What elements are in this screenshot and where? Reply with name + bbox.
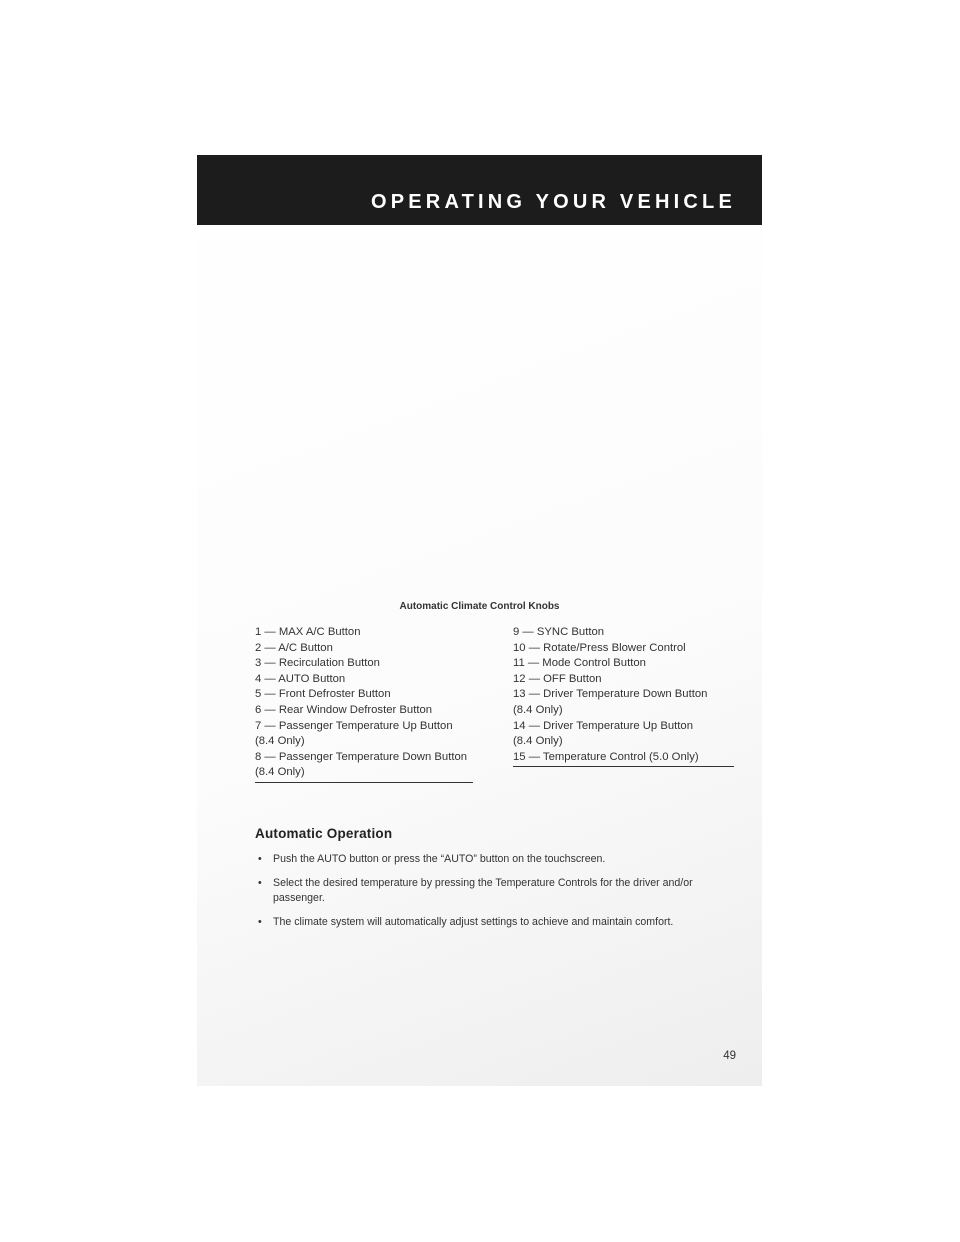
legend-item: 15 — Temperature Control (5.0 Only) (513, 750, 699, 763)
legend-item: 11 — Mode Control Button (513, 657, 646, 670)
legend-item: 9 — SYNC Button (513, 626, 605, 638)
legend-item: 3 — Recirculation Button (255, 657, 380, 670)
page-header-title: OPERATING YOUR VEHICLE (370, 191, 736, 213)
legend-left-divider (255, 782, 473, 783)
legend-item: (8.4 Only) (513, 703, 563, 716)
figure-caption: Automatic Climate Control Knobs (399, 601, 560, 612)
legend-item: 2 — A/C Button (255, 641, 333, 654)
legend-item: 14 — Driver Temperature Up Button (513, 719, 693, 732)
legend-right-column (513, 625, 735, 765)
legend-left-column (255, 625, 473, 781)
bullet-item (255, 915, 739, 931)
bullet-list (255, 852, 739, 938)
header-bar (197, 155, 762, 225)
legend-item: 12 — OFF Button (513, 672, 602, 685)
bullet-dot-icon: • (258, 876, 262, 889)
bullet-item (255, 852, 739, 868)
bullet-text: The climate system will automatically adjust settings to achieve and maintain comfort. (273, 915, 674, 928)
legend-item: 5 — Front Defroster Button (255, 688, 391, 701)
legend-item: 7 — Passenger Temperature Up Button (255, 719, 453, 732)
legend-item: 1 — MAX A/C Button (255, 626, 361, 638)
legend-item: 8 — Passenger Temperature Down Button (255, 750, 468, 763)
bullet-item (255, 876, 739, 907)
page-number: 49 (723, 1050, 736, 1062)
legend-item: (8.4 Only) (255, 766, 305, 779)
bullet-text: Push the AUTO button or press the “AUTO” button on the touchscreen. (273, 853, 606, 865)
manual-page (197, 155, 762, 1086)
legend-item: (8.4 Only) (255, 735, 305, 748)
legend-item: (8.4 Only) (513, 735, 563, 748)
bullet-text: Select the desired temperature by pressing the Temperature Controls for the driver and/or passenger. (273, 876, 693, 904)
bullet-dot-icon: • (258, 853, 262, 865)
section-heading: Automatic Operation (255, 826, 393, 841)
legend-item: 10 — Rotate/Press Blower Control (513, 641, 686, 654)
legend-item: 6 — Rear Window Defroster Button (255, 703, 433, 716)
legend-item: 4 — AUTO Button (255, 672, 346, 685)
legend-right-divider (513, 766, 734, 767)
bullet-dot-icon: • (258, 915, 262, 928)
figure-area (197, 225, 762, 590)
legend-item: 13 — Driver Temperature Down Button (513, 688, 708, 701)
